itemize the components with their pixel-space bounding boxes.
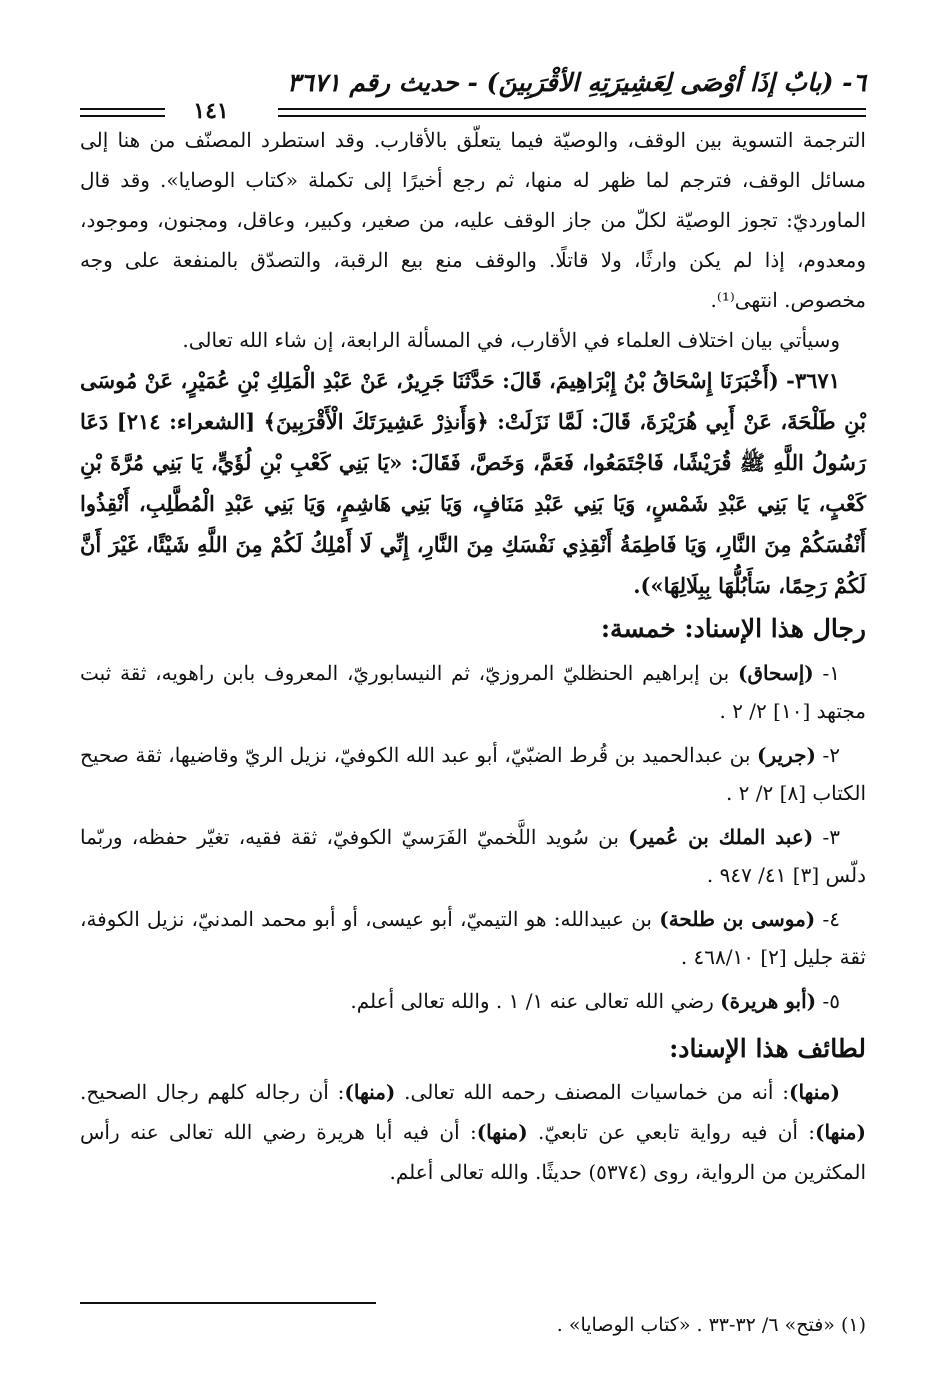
narrator-item xyxy=(80,900,866,976)
narrator-name: (إسحاق) xyxy=(737,661,814,685)
lataif-tag: (منها) xyxy=(344,1080,396,1104)
narrator-details: بن عبيدالله: هو التيميّ، أبو عيسى، أو أبو محمد المدنيّ، نزيل الكوفة، ثقة جليل [٢] ٤٦٨/١٠ . xyxy=(80,907,866,969)
footnote-separator xyxy=(80,1302,376,1304)
narrator-details: بن عبدالحميد بن قُرط الضبّيّ، أبو عبد الله الكوفيّ، نزيل الريّ وقاضيها، ثقة صحيح الكتاب [٨] ٢/ ٢ . xyxy=(80,743,866,805)
lataif-heading: لطائف هذا الإسناد: xyxy=(669,1034,866,1063)
footnote: (١) «فتح» ٦/ ٣٢-٣٣ . «كتاب الوصايا» . xyxy=(556,1314,866,1336)
narrator-item xyxy=(80,654,866,730)
lataif-tag: (منها) xyxy=(815,1120,866,1144)
lataif-paragraph xyxy=(80,1072,866,1192)
narrator-name: (عبد الملك بن عُمير) xyxy=(628,825,814,849)
lataif-tag: (منها) xyxy=(476,1120,528,1144)
narrator-number: ٣- xyxy=(822,825,841,849)
narrators-list xyxy=(80,654,866,1020)
page-header xyxy=(80,62,866,124)
lataif-text: : أنه من خماسيات المصنف رحمه الله تعالى. xyxy=(395,1080,789,1104)
narrator-details: بن إبراهيم الحنظليّ المروزيّ، ثم النيسابوريّ، المعروف بابن راهويه، ثقة ثبت مجتهد [١٠] ٢/ ٢ . xyxy=(80,661,866,723)
book-page xyxy=(80,62,866,1336)
lataif-text: : أن رجاله كلهم رجال الصحيح. xyxy=(80,1080,345,1104)
chapter-title: ٦- (بابٌ إذَا أوْصَى لِعَشِيرَتِهِ الأقْرَبِينَ) - حديث رقم ٣٦٧١ xyxy=(286,68,866,97)
narrator-number: ٥- xyxy=(822,989,840,1013)
intro-paragraph: الترجمة التسوية بين الوقف، والوصيّة فيما يتعلّق بالأقارب. وقد استطرد المصنّف من هنا إلى مسائل الوقف، فترجم لما ظهر له منها، ثم رجع أخيرًا إلى تكملة «كتاب الوصايا». وقد قال الماورديّ: تجوز الوصيّة لكلّ من جاز الوقف عليه، من صغير، وكبير، وعاقل، ومجنون، وموجود، ومعدوم، إذا لم يكن وارثًا، ولا قاتلًا. والوقف منع بيع الرقبة، والتصدّق بالمنفعة على وجه مخصوص. انتهى⁽¹⁾. xyxy=(80,128,866,312)
narrator-number: ٤- xyxy=(822,907,841,931)
lataif-text: : أن فيه رواية تابعي عن تابعيّ. xyxy=(527,1120,815,1144)
narrator-name: (جرير) xyxy=(757,743,816,767)
lataif-text: : أن فيه أبا هريرة رضي الله تعالى عنه رأس المكثرين من الرواية، روى (٥٣٧٤) حديثًا. والله تعالى أعلم. xyxy=(80,1120,866,1184)
header-rule-right xyxy=(278,106,866,118)
header-rule-left xyxy=(80,106,165,118)
lataif-tag: (منها) xyxy=(789,1080,840,1104)
intro-paragraph-2: وسيأتي بيان اختلاف العلماء في الأقارب، في المسألة الرابعة، إن شاء الله تعالى. xyxy=(182,328,840,352)
page-number: ١٤١ xyxy=(180,98,242,124)
narrator-details: بن سُويد اللَّخميّ الفَرَسيّ الكوفيّ، ثقة فقيه، تغيّر حفظه، وربّما دلّس [٣] ٤١/ ٩٤٧ . xyxy=(80,825,866,887)
narrator-number: ١- xyxy=(822,661,841,685)
narrator-number: ٢- xyxy=(822,743,840,767)
hadith-text: ٣٦٧١- (أَخْبَرَنَا إِسْحَاقُ بْنُ إِبْرَاهِيمَ، قَالَ: حَدَّثَنَا جَرِيرٌ، عَنْ عَبْدِ الْمَلِكِ بْنِ عُمَيْرٍ، عَنْ مُوسَى بْنِ طَلْحَةَ، عَنْ أَبِي هُرَيْرَةَ، قَالَ: لَمَّا نَزَلَتْ: ﴿وَأَنذِرْ عَشِيرَتَكَ الْأَقْرَبِينَ﴾ [الشعراء: ٢١٤] دَعَا رَسُولُ اللَّهِ ﷺ قُرَيْشًا، فَاجْتَمَعُوا، فَعَمَّ، وَخَصَّ، فَقَالَ: «يَا بَنِي كَعْبِ بْنِ لُؤَيٍّ، يَا بَنِي مُرَّةَ بْنِ كَعْبٍ، يَا بَنِي عَبْدِ شَمْسٍ، وَيَا بَنِي عَبْدِ مَنَافٍ، وَيَا بَنِي هَاشِمٍ، وَيَا بَنِي عَبْدِ الْمُطَّلِبِ، أَنْقِذُوا أَنْفُسَكُمْ مِنَ النَّارِ، وَيَا فَاطِمَةُ أَنْقِذِي نَفْسَكِ مِنَ النَّارِ، إِنِّي لَا أَمْلِكُ لَكُمْ مِنَ اللَّهِ شَيْئًا، غَيْرَ أَنَّ لَكُمْ رَحِمًا، سَأَبُلُّهَا بِبِلَالِهَا»). xyxy=(80,368,866,598)
narrator-item xyxy=(80,736,866,812)
narrator-name: (موسى بن طلحة) xyxy=(659,907,816,931)
narrators-heading: رجال هذا الإسناد: خمسة: xyxy=(600,614,866,643)
narrator-item xyxy=(80,818,866,894)
narrator-details: رضي الله تعالى عنه ١/ ١ . والله تعالى أعلم. xyxy=(350,989,721,1013)
narrator-name: (أبو هريرة) xyxy=(720,989,817,1013)
narrator-item xyxy=(80,982,866,1020)
